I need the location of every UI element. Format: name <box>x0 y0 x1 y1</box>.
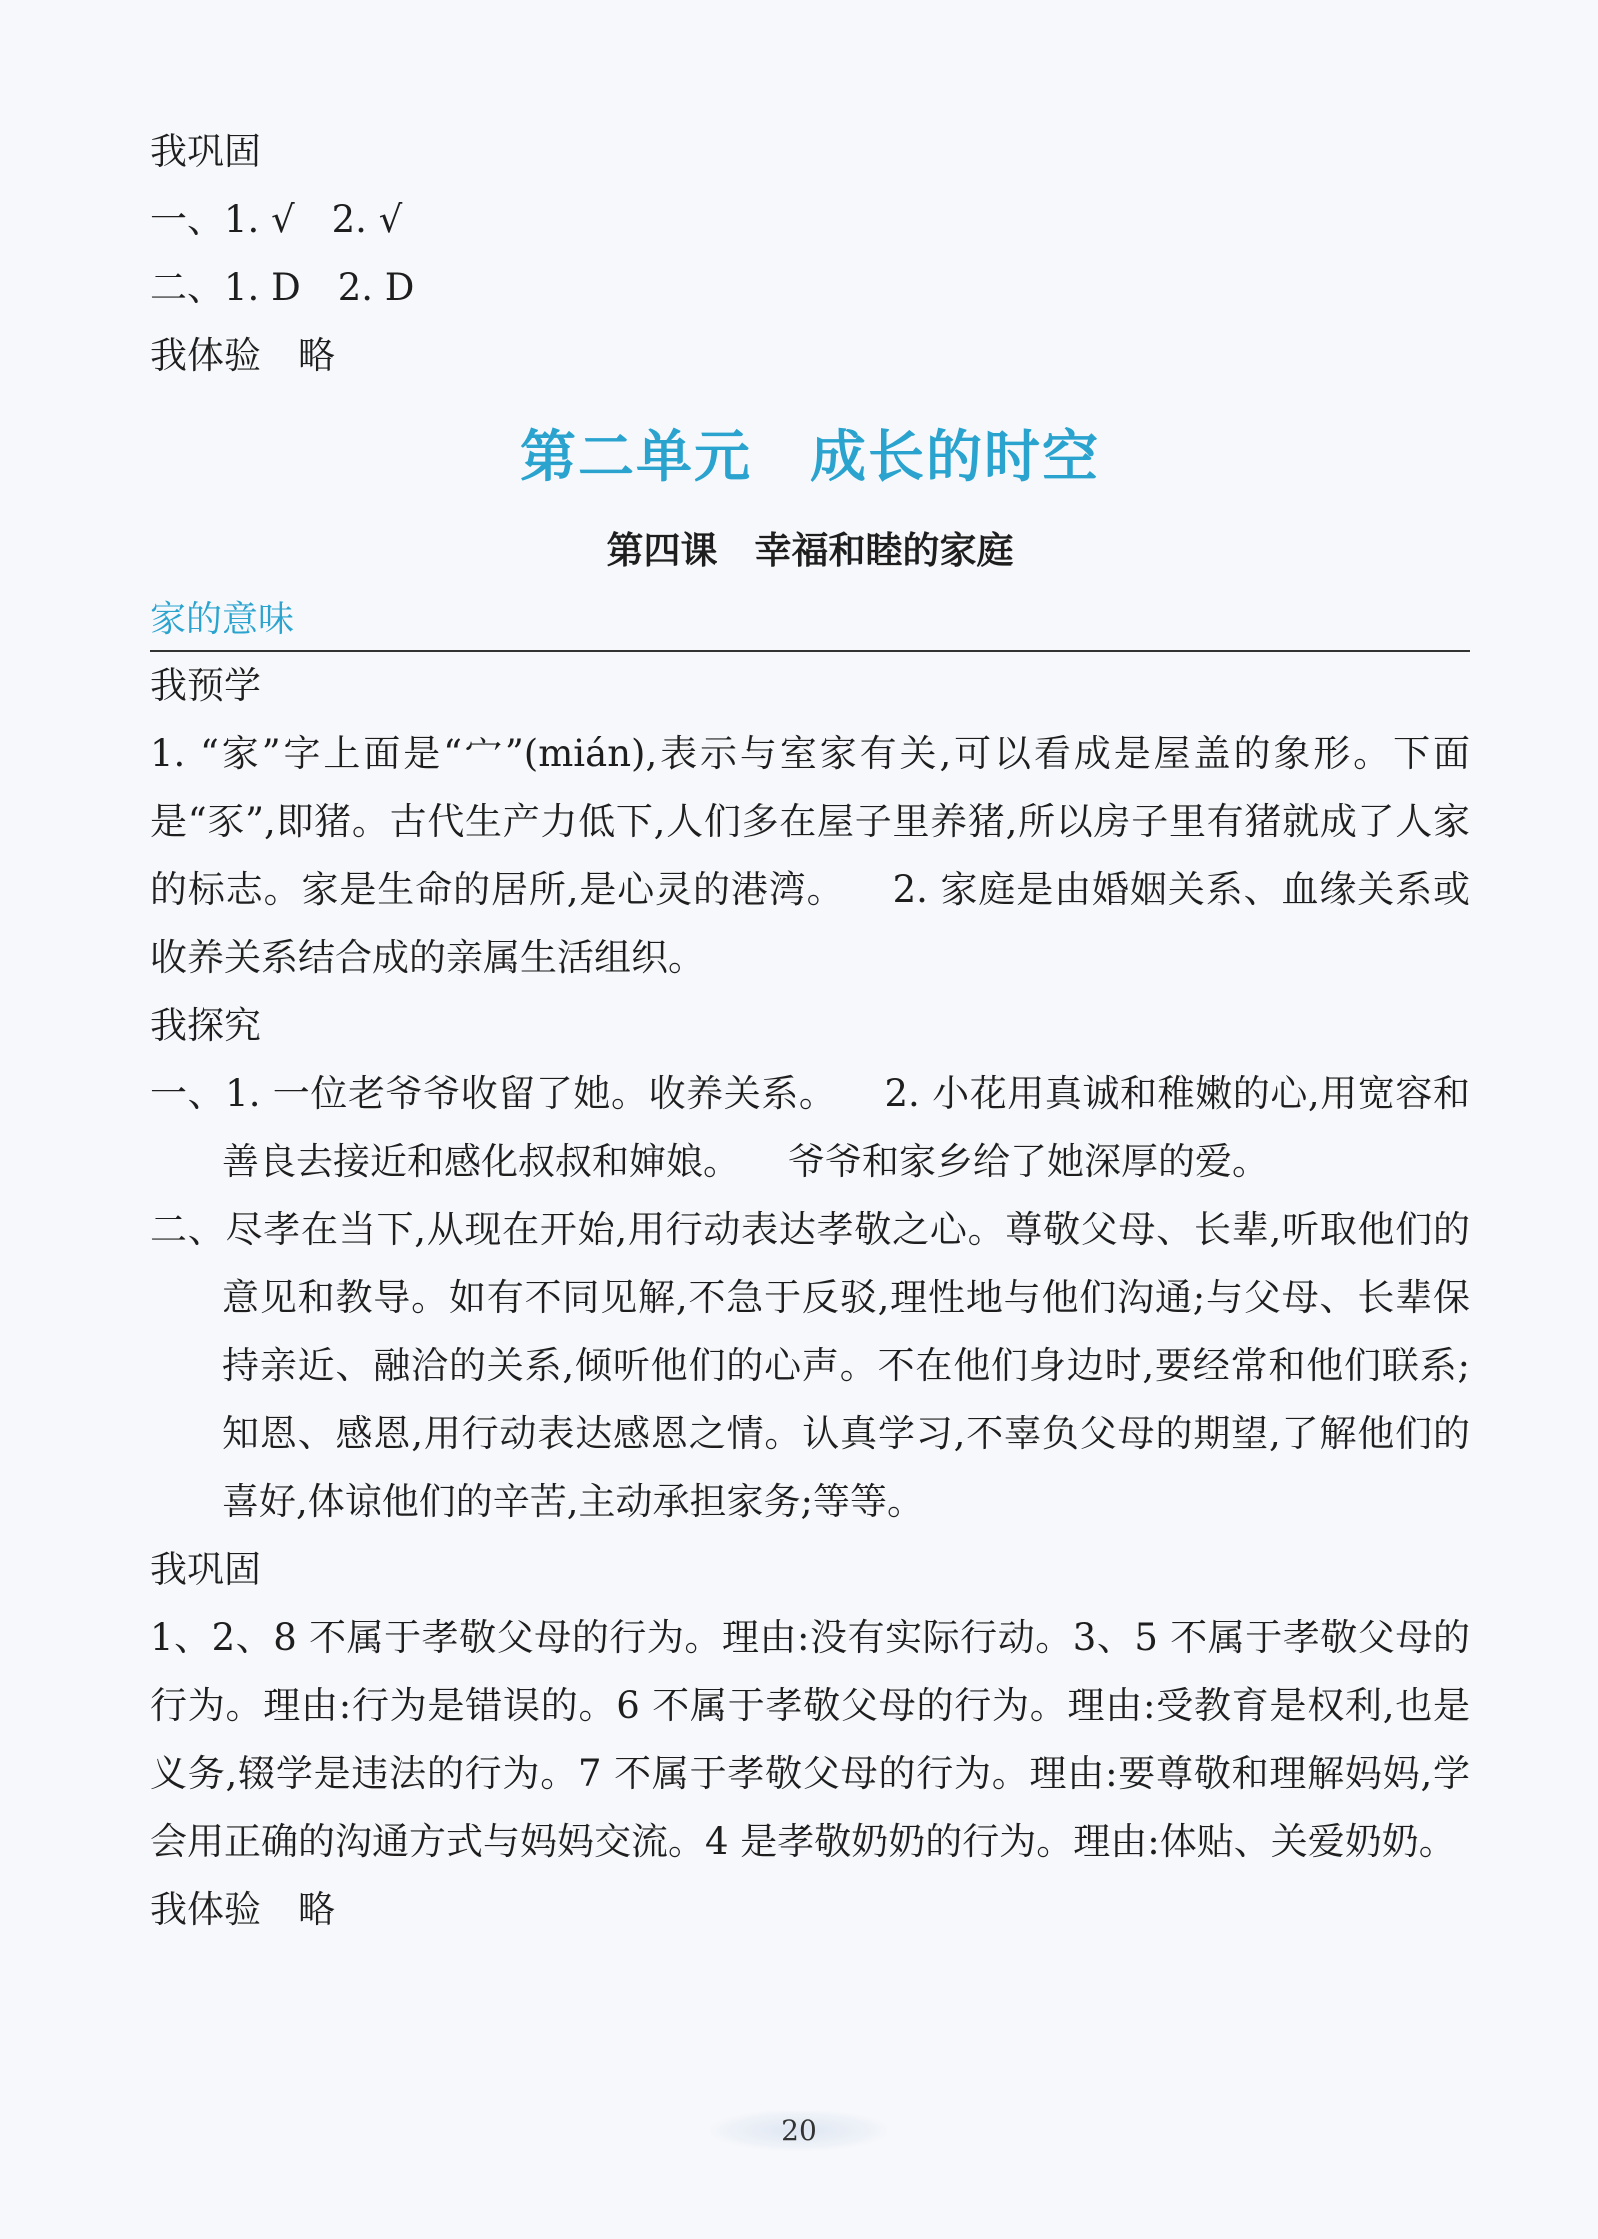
section-title: 家的意味 <box>150 592 1470 652</box>
heading-consolidate-top: 我巩固 <box>150 130 261 173</box>
answer-line-2: 二、1. D 2. D <box>150 266 415 309</box>
footer <box>0 2110 1598 2151</box>
heading-consolidate: 我巩固 <box>150 1548 261 1591</box>
consolidate-paragraph: 1、2、8 不属于孝敬父母的行为。理由:没有实际行动。3、5 不属于孝敬父母的行为。理由:行为是错误的。6 不属于孝敬父母的行为。理由:受教育是权利,也是义务,辍学是违法的行为。7 不属于孝敬父母的行为。理由:要尊敬和理解妈妈,学会用正确的沟通方式与妈妈交流。4 是孝敬奶奶的行为。理由:体贴、关爱奶奶。 <box>150 1616 1470 1863</box>
preview-answer-2: 2. 家庭是由婚姻关系、血缘关系或收养关系结合成的亲属生活组织。 <box>150 868 1471 979</box>
answer-line-1: 一、1. √ 2. √ <box>150 198 403 241</box>
preview-answer-1: 1. “家”字上面是“宀”(mián),表示与室家有关,可以看成是屋盖的象形。下面是“豕”,即猪。古代生产力低下,人们多在屋子里养猪,所以房子里有猪就成了人家的标志。家是生命的居所,是心灵的港湾。 <box>150 732 1470 911</box>
preview-paragraph <box>150 720 1470 992</box>
experience-line-top: 我体验 略 <box>150 334 335 377</box>
explore-answer-1: 一、1. 一位老爷爷收留了她。收养关系。 <box>150 1072 837 1115</box>
unit-title: 第二单元 成长的时空 <box>520 424 1100 490</box>
lesson-title: 第四课 幸福和睦的家庭 <box>606 529 1014 572</box>
explore-answer-2: 2. 小花用真诚和稚嫩的心,用宽容和善良去接近和感化叔叔和婶娘。 <box>222 1072 1471 1183</box>
explore-item-2: 二、尽孝在当下,从现在开始,用行动表达孝敬之心。尊敬父母、长辈,听取他们的意见和教导。如有不同见解,不急于反驳,理性地与他们沟通;与父母、长辈保持亲近、融洽的关系,倾听他们的心声。不在他们身边时,要经常和他们联系;知恩、感恩,用行动表达感恩之情。认真学习,不辜负父母的期望,了解他们的喜好,体谅他们的辛苦,主动承担家务;等等。 <box>150 1208 1470 1523</box>
heading-preview: 我预学 <box>150 664 261 707</box>
explore-answer-3: 爷爷和家乡给了她深厚的爱。 <box>788 1140 1269 1183</box>
explore-item-1 <box>150 1060 1470 1196</box>
experience-line: 我体验 略 <box>150 1888 335 1931</box>
heading-explore: 我探究 <box>150 1004 261 1047</box>
content <box>150 118 1470 1944</box>
page-number: 20 <box>711 2110 887 2151</box>
